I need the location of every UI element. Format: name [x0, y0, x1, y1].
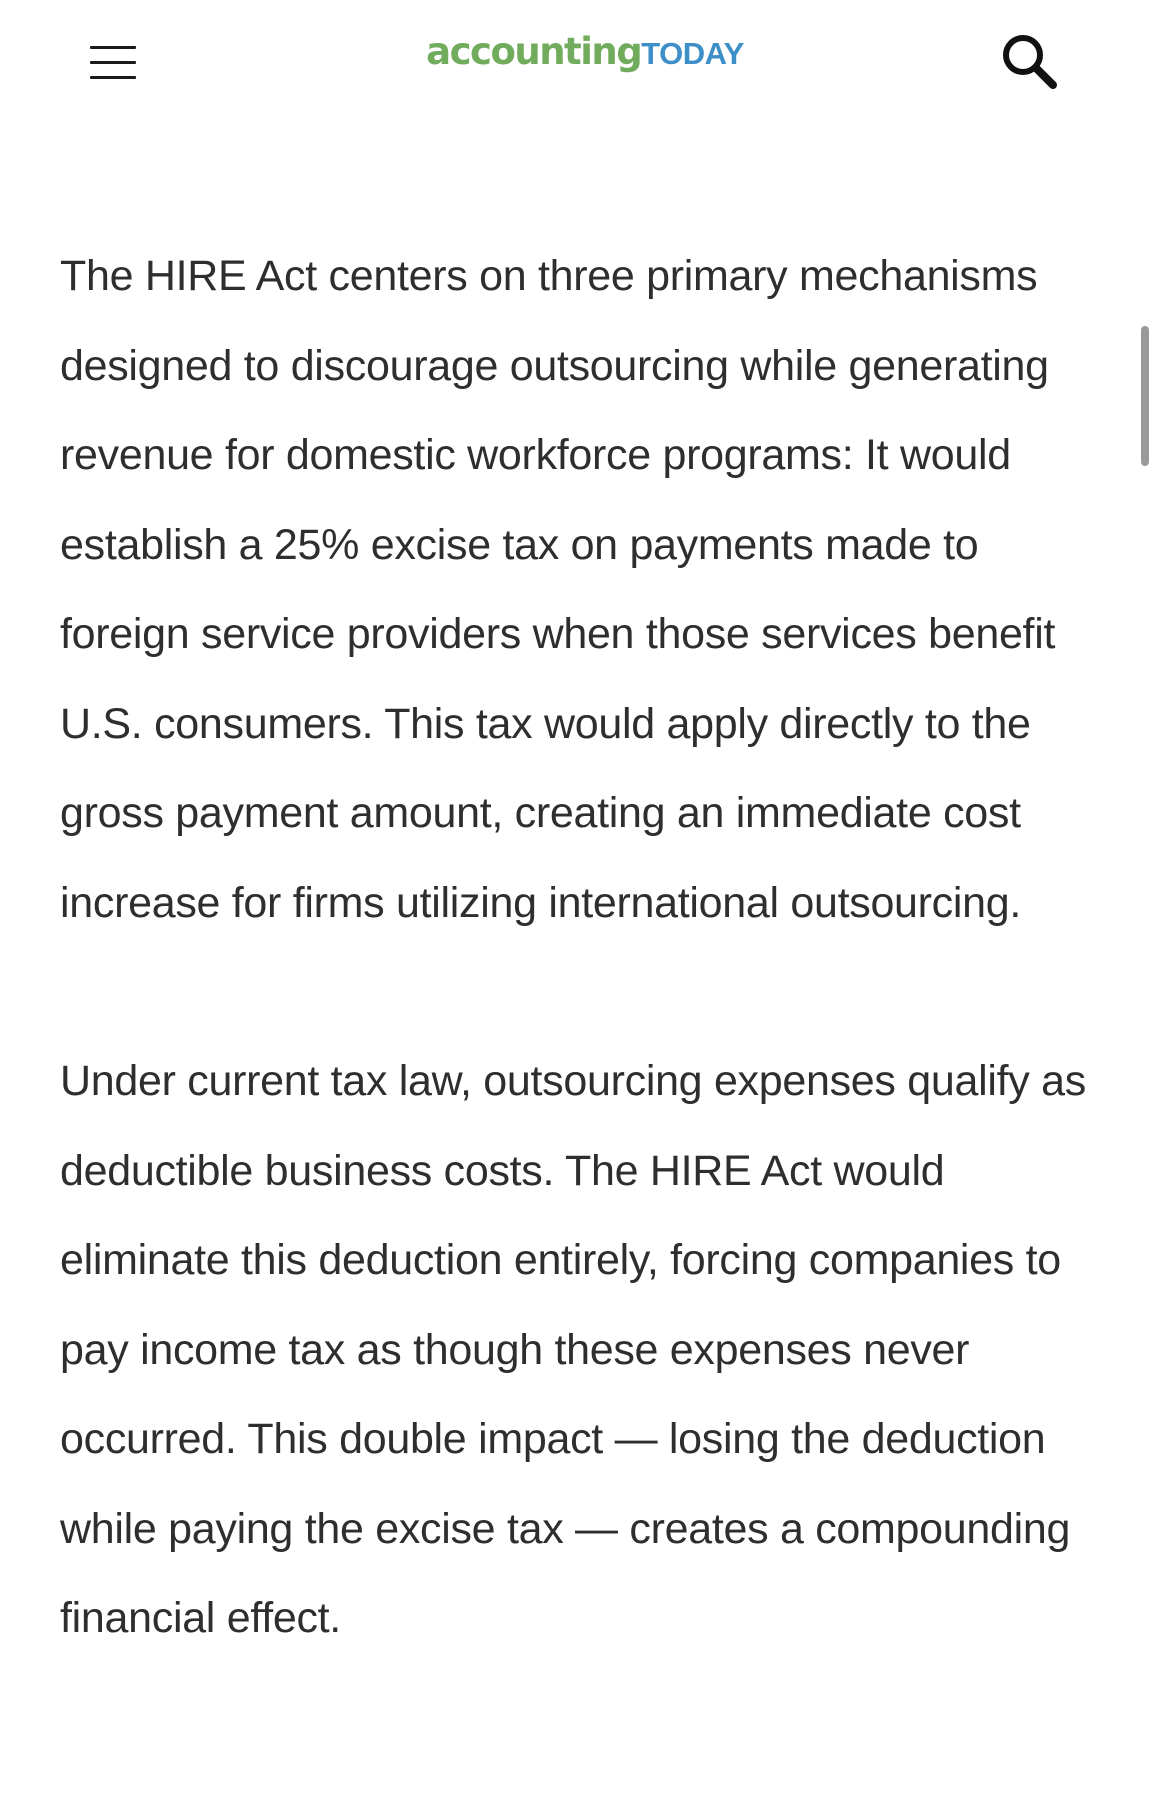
site-header [0, 0, 1170, 130]
menu-bar [90, 61, 136, 64]
article-paragraph: The HIRE Act centers on three primary mechanisms designed to discourage outsourcing while generating revenue for domestic workforce programs: It would establish a 25% excise tax on payments made to foreign service providers when those services benefit U.S. consumers. This tax would apply directly to the gross payment amount, creating an immediate cost increase for firms utilizing international outsourcing. [60, 252, 1056, 927]
logo-text-accounting: accounting [426, 30, 642, 73]
menu-bar [90, 76, 136, 79]
search-icon-graphic [996, 30, 1066, 100]
logo-text-today: TODAY [641, 36, 744, 71]
search-icon[interactable] [996, 30, 1066, 100]
scrollbar-thumb[interactable] [1141, 326, 1149, 466]
article-body [60, 232, 1100, 1664]
menu-bar [90, 46, 136, 49]
article-paragraph: Under current tax law, outsourcing expenses qualify as deductible business costs. The HIRE Act would eliminate this deduction entirely, forcing companies to pay income tax as though these expenses never occurred. This double impact — losing the deduction while paying the excise tax — creates a compounding financial effect. [60, 1057, 1086, 1642]
hamburger-menu-icon[interactable] [84, 38, 142, 88]
site-logo[interactable] [410, 30, 760, 90]
